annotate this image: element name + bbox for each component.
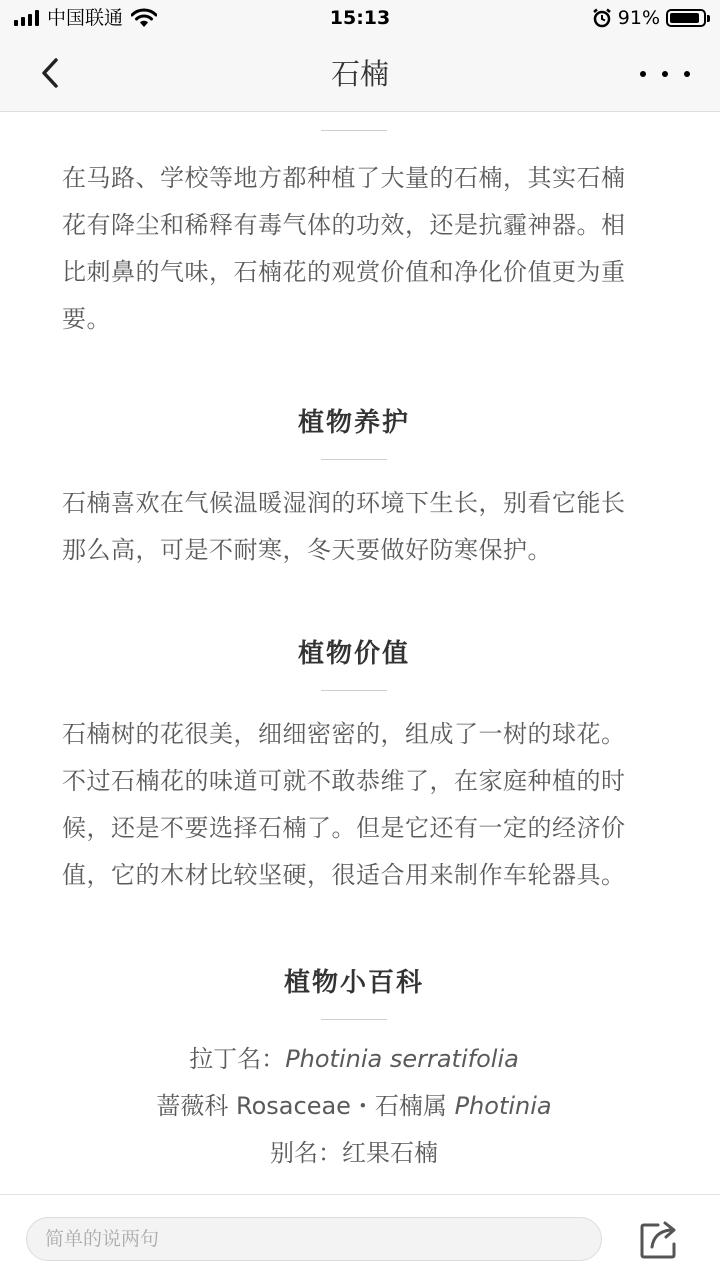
latin-name-label: 拉丁名：: [189, 1045, 286, 1073]
latin-name-row: [62, 1036, 646, 1083]
latin-name: Photinia serratifolia: [285, 1045, 519, 1073]
share-button[interactable]: [638, 1217, 684, 1261]
section-divider: [321, 1019, 387, 1020]
status-right: [592, 6, 706, 30]
alias-value: 红果石楠: [342, 1139, 438, 1167]
section-divider: [321, 130, 387, 131]
nav-bar: [0, 36, 720, 112]
alias-label: 别名：: [270, 1139, 342, 1167]
carrier-name: 中国联通: [47, 7, 124, 29]
bottom-bar: [0, 1194, 720, 1281]
family-genus: 蔷薇科 Rosaceae・石楠属: [156, 1092, 447, 1120]
status-time: 15:13: [329, 7, 391, 29]
article-content: [62, 112, 646, 1194]
share-icon: [638, 1217, 684, 1261]
section-care: [62, 403, 646, 574]
alarm-icon: [592, 8, 612, 28]
section-text: 石楠喜欢在气候温暖湿润的环境下生长，别看它能长那么高，可是不耐寒，冬天要做好防寒保护。: [62, 489, 626, 564]
section-title: 植物小百科: [283, 968, 424, 998]
page-title: 石楠: [330, 57, 389, 91]
taxonomy-row: [62, 1083, 646, 1130]
section-text: 石楠树的花很美，细细密密的，组成了一树的球花。不过石楠花的味道可就不敢恭维了，在家庭种植的时候，还是不要选择石楠了。但是它还有一定的经济价值，它的木材比较坚硬，很适合用来制作车轮器具。: [62, 720, 626, 889]
section-title: 植物养护: [297, 408, 410, 438]
status-bar: [0, 0, 720, 36]
section-encyclopedia: [62, 963, 646, 1177]
intro-paragraph: 在马路、学校等地方都种植了大量的石楠，其实石楠花有降尘和稀释有毒气体的功效，还是抗霾神器。相比刺鼻的气味，石楠花的观赏价值和净化价值更为重要。: [62, 164, 626, 333]
section-title: 植物价值: [297, 639, 410, 669]
battery-icon: [666, 9, 706, 27]
battery-percent: 91%: [617, 7, 660, 29]
battery-fill: [670, 13, 699, 23]
more-icon-dot: [662, 71, 668, 77]
more-button[interactable]: [640, 52, 690, 96]
alias-row: [62, 1130, 646, 1177]
section-divider: [321, 690, 387, 691]
genus-latin: Photinia: [454, 1092, 552, 1120]
more-icon-dot: [684, 71, 690, 77]
more-icon: [640, 71, 646, 77]
section-value: [62, 634, 646, 899]
comment-input[interactable]: [26, 1217, 602, 1261]
section-divider: [321, 459, 387, 460]
